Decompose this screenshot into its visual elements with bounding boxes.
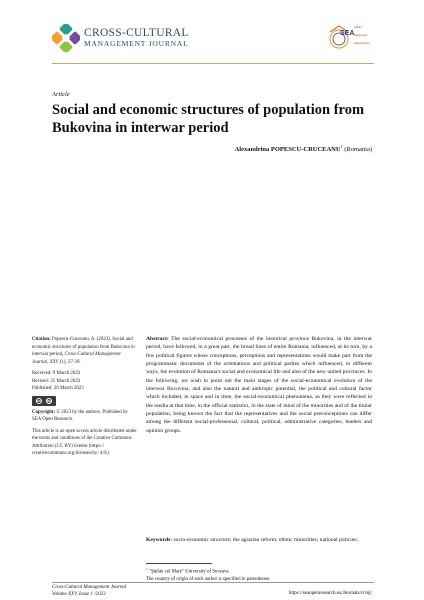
author-country: (Romania)	[342, 146, 372, 154]
keywords-label: Keywords:	[146, 537, 173, 543]
journal-title: CROSS-CULTURAL	[84, 27, 189, 39]
footer-journal-info	[52, 584, 126, 598]
journal-url-link[interactable]: https://seaopenresearch.eu/Journals/ccmj/	[288, 591, 372, 596]
footnote-divider	[146, 563, 212, 564]
article-title: Social and economic structures of population from Bukovina in interwar period	[52, 102, 365, 136]
journal-subtitle: MANAGEMENT JOURNAL	[84, 39, 189, 48]
keywords	[146, 536, 372, 544]
citation-text: Popescu-Cruceanu, A. (2023). Social and economic structures of population from Bukovina in interwar period,	[32, 337, 135, 357]
citation	[32, 336, 137, 366]
cc-by-license-badge[interactable]	[32, 396, 56, 406]
citation-label: Citation:	[32, 337, 51, 342]
abstract-text: The social-economical processes of the historical province Bukovina, in the interwar period, have followed, in a great part, the broad lines of entire Romania, influenced, at its turn, by a few political figures whose conceptions, perceptions and representations would make part from the programmatic documents of the orientations and political parties which influenced, in different ways, the evolution of Romania's social and economical life and also of the new united provinces. In the following, we wish to point out the main stages of the social-economical evolution of the interwar Bucovina, and also the natural and anthropic potential, the political and cultural factor which included, in space and in time, the social-economical phenomena, as they were reflected in the media at that time, in the official statistics, in the state of mind of the minorities and of the titular population, being known the fact that the representatives and the social preconceptions can differ among the different social-professional, cultural, political, administrative categories, leaders and opinion groups.	[146, 336, 372, 434]
badge-word: awareness	[354, 41, 371, 45]
author-affiliation-mark: 1	[340, 144, 343, 149]
footnotes	[146, 566, 270, 583]
affiliation-mark: 1	[146, 567, 148, 571]
footer-divider	[52, 582, 374, 583]
country-note: The country of origin of each author is specified in parentheses	[146, 576, 270, 582]
by-icon: by	[47, 398, 52, 403]
sea-badge-text: SEA	[340, 30, 355, 37]
sea-logo-icon	[328, 22, 376, 56]
article-sidebar	[32, 336, 137, 458]
journal-logo-icon	[52, 24, 80, 52]
revised-date: Revised: 25 March 2023	[32, 378, 81, 384]
sea-logo	[328, 22, 376, 56]
received-date: Received: 9 March 2023	[32, 371, 81, 376]
copyright	[32, 409, 137, 424]
citation-tail: (1), 27-39.	[58, 359, 81, 365]
affiliation-text: "Ştefan cel Mare" University of Suceava	[147, 569, 229, 575]
abstract	[146, 335, 372, 435]
article-type: Article	[52, 91, 70, 98]
badge-word: ideas	[354, 25, 363, 29]
footer-volume: Volume XXV, Issue 1 /2023	[52, 592, 106, 597]
author-line	[235, 144, 372, 153]
journal-logo	[52, 24, 282, 52]
header-divider	[52, 63, 374, 64]
badge-word: empower	[354, 33, 368, 37]
cc-icon: cc	[37, 398, 41, 403]
footer-journal-name: Cross-Cultural Management Journal	[52, 585, 127, 590]
affiliation-footnote	[146, 566, 270, 576]
copyright-text: © 2023 by the authors. Published by SEA Open Research.	[32, 409, 128, 422]
abstract-label: Abstract:	[146, 336, 169, 342]
license-text: This article is an open access article distributed under the terms and conditions of the Creative Commons Attribution (CC BY) license (https:// creativecommons.org/licenses/by/ 4.0/).	[32, 428, 137, 456]
copyright-label: Copyright:	[32, 409, 56, 415]
published-date: Published: 26 March 2023	[32, 386, 84, 391]
author-name: Alexandrina POPESCU-CRUCEANU	[234, 146, 341, 154]
citation-journal: Cross-Cultural Management Journal, XXV	[32, 352, 121, 365]
keywords-text: socio-economic structure; the agrarian reform; ethnic minorities; national policies;	[172, 537, 359, 543]
